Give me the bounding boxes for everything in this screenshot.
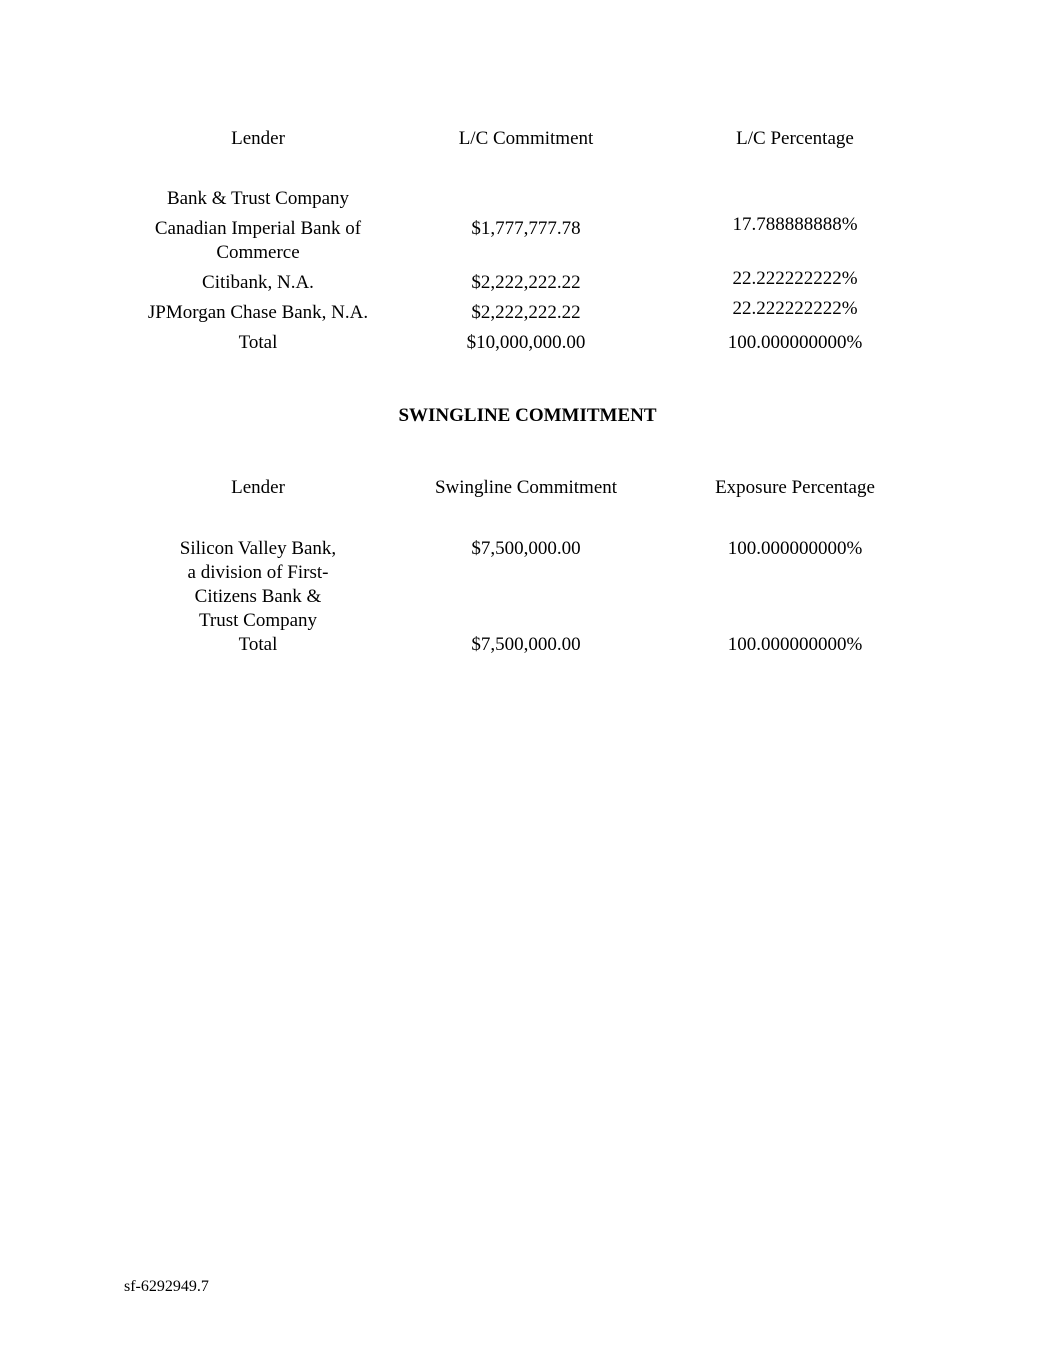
total-percentage: 100.000000000% (727, 634, 863, 655)
total-label: Total (238, 332, 278, 353)
table-row (128, 271, 926, 301)
document-id-footer: sf-6292949.7 (124, 1278, 209, 1295)
commitment-amount: $7,500,000.00 (471, 538, 581, 559)
lender-name: Bank & Trust Company (166, 188, 350, 209)
exposure-percentage-header: Exposure Percentage (715, 477, 875, 498)
lender-header: Lender (231, 128, 285, 149)
commitment-amount (388, 185, 664, 217)
commitment-percentage (664, 185, 926, 217)
lc-commitment-table (128, 127, 926, 361)
swingline-commitment-header: Swingline Commitment (434, 477, 618, 498)
lender-name: Silicon Valley Bank, a division of First-Citizens Bank & Trust Company (179, 538, 337, 631)
commitment-percentage (664, 214, 926, 271)
table-row (128, 217, 926, 271)
lender-header: Lender (231, 477, 285, 498)
lender-name: Canadian Imperial Bank of Commerce (154, 218, 362, 263)
total-row (128, 633, 926, 663)
total-amount: $10,000,000.00 (466, 332, 586, 353)
lender-name: Citibank, N.A. (202, 272, 314, 293)
table-header-row (128, 476, 926, 537)
table-row (128, 185, 926, 217)
total-row (128, 331, 926, 361)
lender-name: JPMorgan Chase Bank, N.A. (147, 302, 369, 323)
swingline-commitment-table (128, 476, 926, 663)
commitment-amount: $2,222,222.22 (471, 302, 581, 323)
percentage-value: 22.222222222% (732, 268, 858, 289)
table-header-row (128, 127, 926, 185)
percentage-value: 17.788888888% (732, 214, 858, 235)
total-label: Total (238, 634, 278, 655)
commitment-amount: $1,777,777.78 (471, 218, 581, 239)
swingline-section-title: SWINGLINE COMMITMENT (398, 405, 657, 426)
lc-percentage-header: L/C Percentage (736, 128, 854, 149)
commitment-percentage (664, 298, 926, 331)
lc-commitment-header: L/C Commitment (458, 128, 594, 149)
percentage-value: 22.222222222% (732, 298, 858, 319)
total-percentage: 100.000000000% (727, 332, 863, 353)
commitment-percentage (664, 268, 926, 301)
table-row (128, 537, 926, 633)
exposure-percentage: 100.000000000% (727, 538, 863, 559)
commitment-amount: $2,222,222.22 (471, 272, 581, 293)
table-row (128, 301, 926, 331)
total-amount: $7,500,000.00 (471, 634, 581, 655)
